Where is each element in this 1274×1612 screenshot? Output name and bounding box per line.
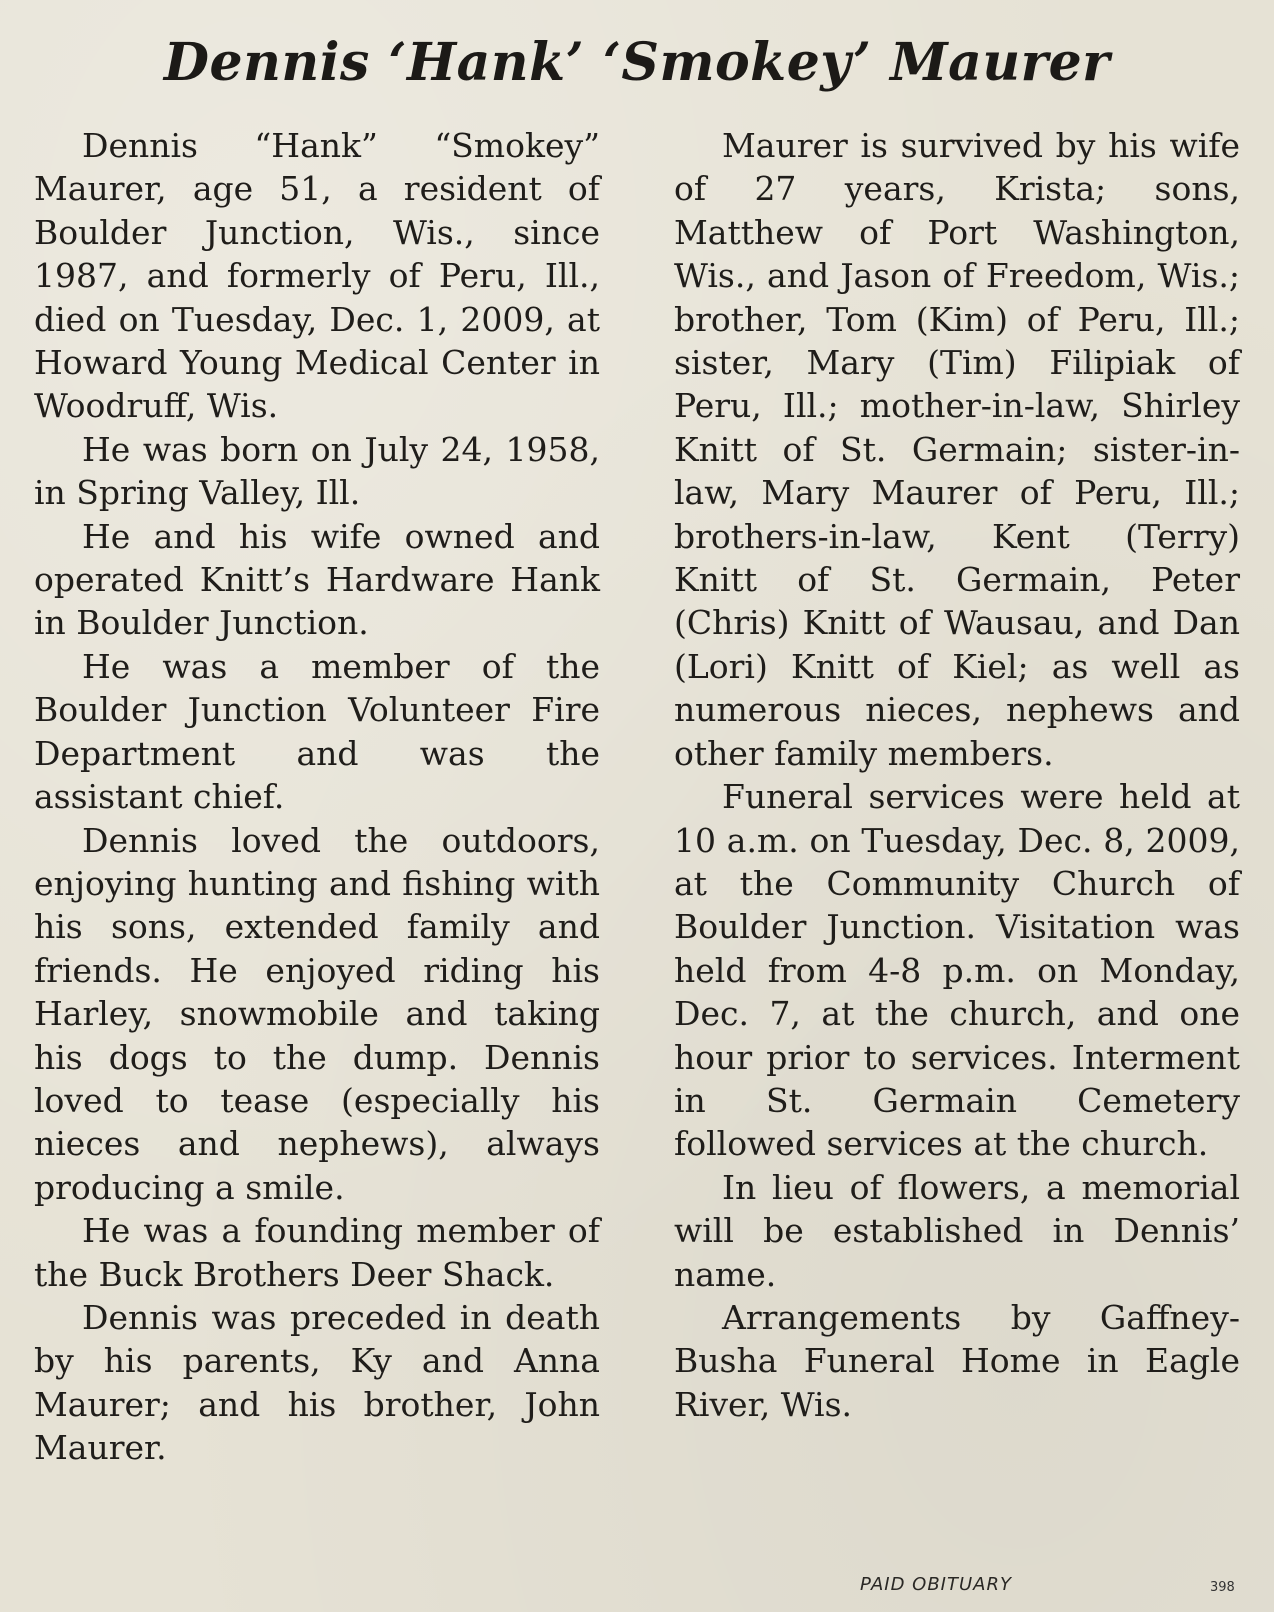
paragraph: In lieu of flowers, a memorial will be established in Dennis’ name.: [674, 1167, 1240, 1294]
paragraph: Dennis loved the outdoors, enjoying hunting and fishing with his sons, extended family and friends. He enjoyed riding his Harley, snowmobile and taking his dogs to the dump. Dennis loved to tease (especially his nieces and nephews), always producing a smile.: [34, 820, 600, 1207]
paragraph: He and his wife owned and operated Knitt’s Hardware Hank in Boulder Junction.: [34, 516, 600, 643]
paragraph: Arrangements by Gaffney-Busha Funeral Home in Eagle River, Wis.: [674, 1297, 1240, 1424]
paragraph: Funeral services were held at 10 a.m. on Tuesday, Dec. 8, 2009, at the Community Church of Boulder Junction. Visitation was held from 4-8 p.m. on Monday, Dec. 7, at the church, and one hour prior to services. Interment in St. Germain Cemetery followed services at the church.: [674, 777, 1240, 1164]
article-columns: [34, 124, 1240, 1470]
paragraph: He was a member of the Boulder Junction Volunteer Fire Department and was the assistant chief.: [34, 646, 600, 817]
left-column: [34, 124, 600, 1470]
paragraph: Dennis was preceded in death by his parents, Ky and Anna Maurer; and his brother, John Maurer.: [34, 1297, 600, 1468]
right-column: [674, 124, 1240, 1470]
paragraph: He was born on July 24, 1958, in Spring Valley, Ill.: [34, 429, 600, 513]
paragraph: He was a founding member of the Buck Brothers Deer Shack.: [34, 1211, 600, 1294]
footer: [0, 1574, 1274, 1604]
paragraph: Dennis “Hank” “Smokey” Maurer, age 51, a resident of Boulder Junction, Wis., since 1987, and formerly of Peru, Ill., died on Tuesday, Dec. 1, 2009, at Howard Young Medical Center in Woodruff, Wis.: [34, 126, 600, 426]
headline: Dennis ‘Hank’ ‘Smokey’ Maurer: [163, 32, 1111, 93]
page-number: 398: [1210, 1580, 1235, 1595]
paragraph: Maurer is survived by his wife of 27 years, Krista; sons, Matthew of Port Washington, Wis., and Jason of Freedom, Wis.; brother, Tom (Kim) of Peru, Ill.; sister, Mary (Tim) Filipiak of Peru, Ill.; mother-in-law, Shirley Knitt of St. Germain; sister-in-law, Mary Maurer of Peru, Ill.; brothers-in-law, Kent (Terry) Knitt of St. Germain, Peter (Chris) Knitt of Wausau, and Dan (Lori) Knitt of Kiel; as well as numerous nieces, nephews and other family members.: [674, 126, 1240, 773]
paid-obituary-label: PAID OBITUARY: [860, 1574, 1012, 1595]
